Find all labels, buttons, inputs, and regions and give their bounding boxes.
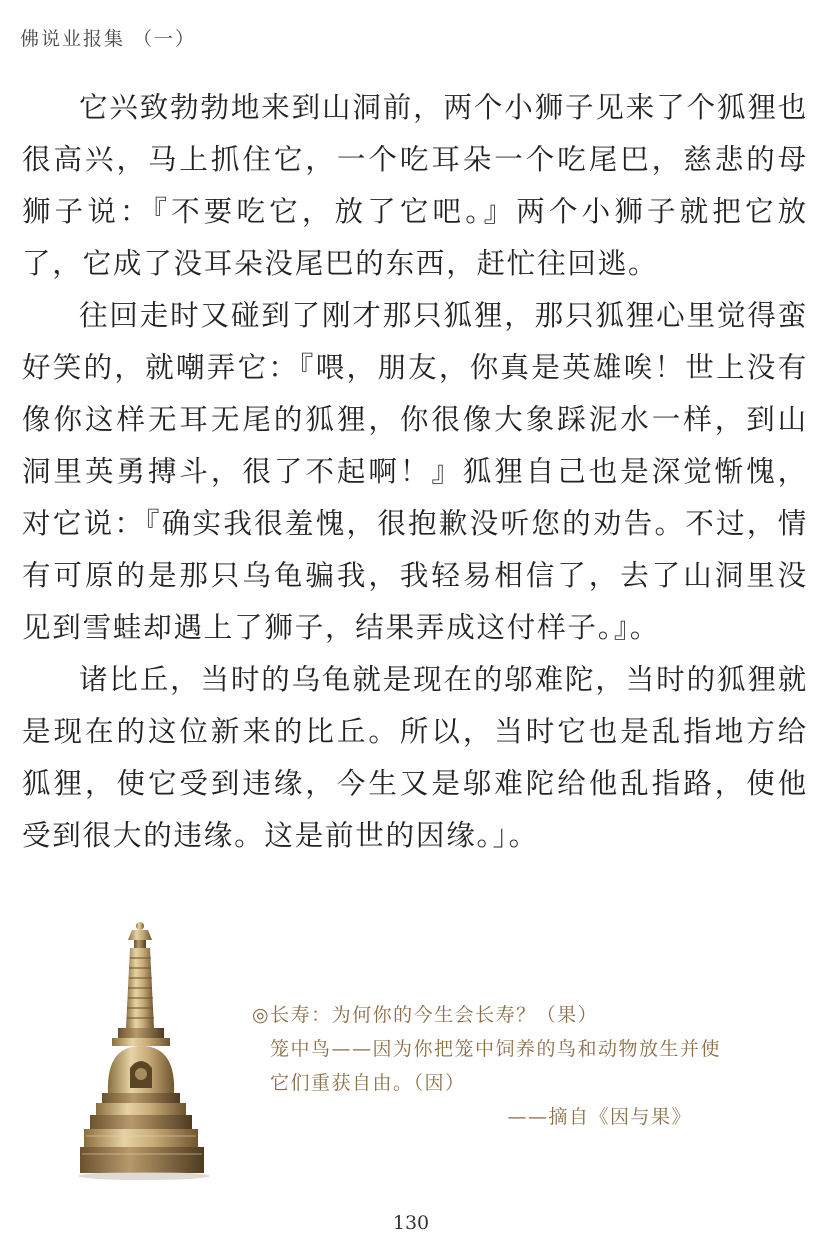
quote-box: [252, 998, 722, 1134]
quote-line-2: 笼中鸟——因为你把笼中饲养的鸟和动物放生并使: [270, 1038, 722, 1060]
quote-source: ——摘自《因与果》: [507, 1106, 692, 1128]
paragraph-2: 往回走时又碰到了刚才那只狐狸，那只狐狸心里觉得蛮好笑的，就嘲弄它：『喂，朋友，你真是英雄唉！世上没有像你这样无耳无尾的狐狸，你很像大象踩泥水一样，到山洞里英勇搏斗，很了不起啊！』狐狸自己也是深觉惭愧，对它说：『确实我很羞愧，很抱歉没听您的劝告。不过，情有可原的是那只乌龟骗我，我轻易相信了，去了山洞里没见到雪蛙却遇上了狮子，结果弄成这付样子。』。: [22, 299, 808, 644]
stupa-illustration: [78, 918, 228, 1180]
running-header: 佛说业报集 （一）: [20, 28, 197, 50]
body-text: [22, 82, 808, 862]
quote-line-1: ◎长寿：为何你的今生会长寿？（果）: [252, 1004, 599, 1026]
page-number: 130: [392, 1212, 430, 1234]
paragraph-1: 它兴致勃勃地来到山洞前，两个小狮子见来了个狐狸也很高兴，马上抓住它，一个吃耳朵一个吃尾巴，慈悲的母狮子说：『不要吃它，放了它吧。』两个小狮子就把它放了，它成了没耳朵没尾巴的东西，赶忙往回逃。: [22, 91, 808, 280]
paragraph-3: 诸比丘，当时的乌龟就是现在的邬难陀，当时的狐狸就是现在的这位新来的比丘。所以，当时它也是乱指地方给狐狸，使它受到违缘，今生又是邬难陀给他乱指路，使他受到很大的违缘。这是前世的因缘。」。: [22, 663, 808, 852]
quote-line-3: 它们重获自由。（因）: [270, 1072, 466, 1094]
